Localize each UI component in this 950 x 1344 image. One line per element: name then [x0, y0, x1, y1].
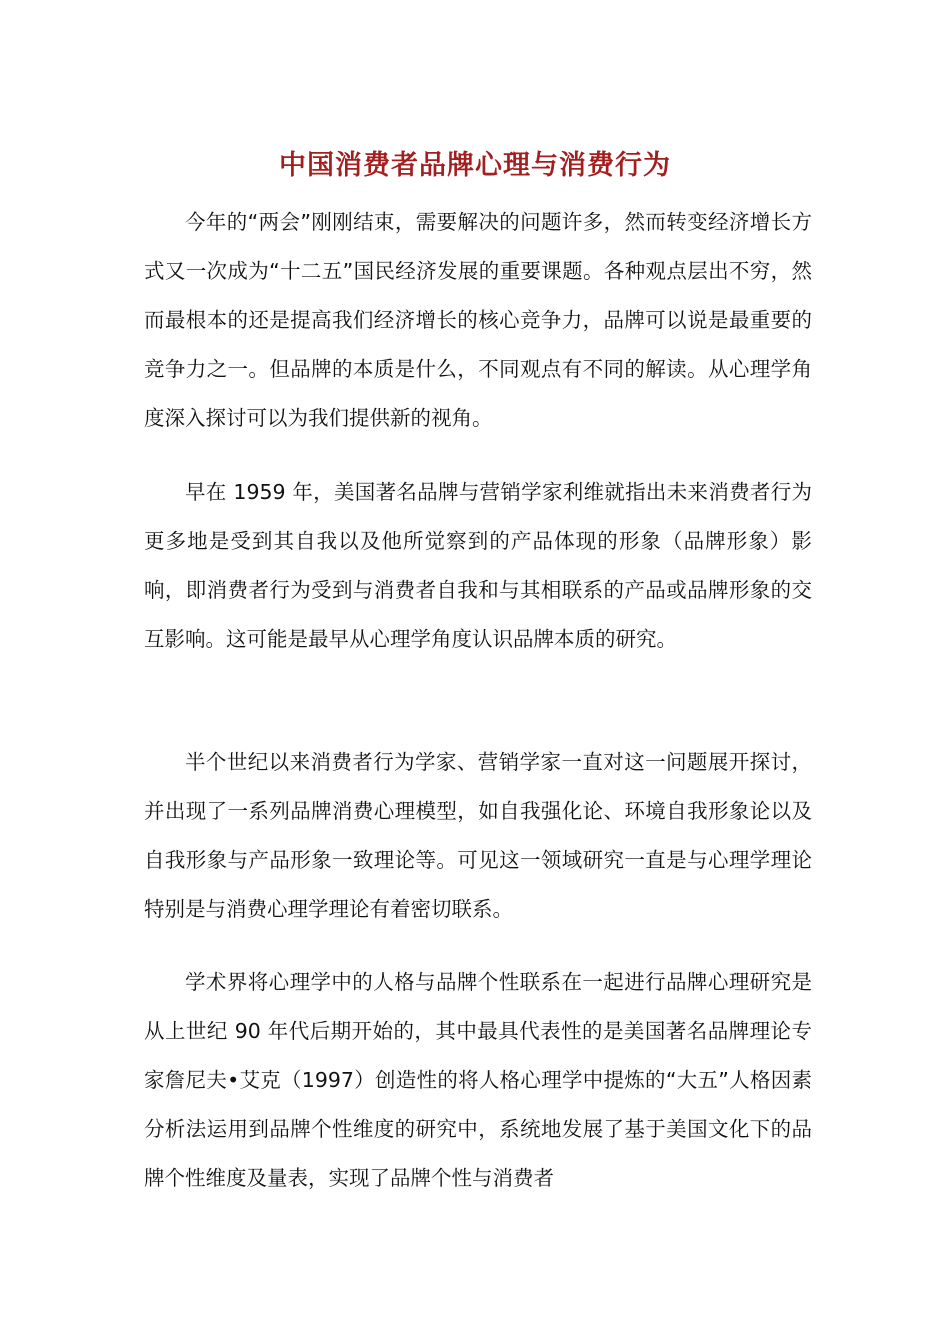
document-title: 中国消费者品牌心理与消费行为 — [279, 150, 671, 182]
paragraph-2: 早在 1959 年，美国著名品牌与营销学家利维就指出未来消费者行为更多地是受到其自我以及他所觉察到的产品体现的形象（品牌形象）影响，即消费者行为受到与消费者自我和与其相联系的产品或品牌形象的交互影响。这可能是最早从心理学角度认识品牌本质的研究。 — [144, 480, 812, 651]
paragraph-3: 半个世纪以来消费者行为学家、营销学家一直对这一问题展开探讨，并出现了一系列品牌消费心理模型，如自我强化论、环境自我形象论以及自我形象与产品形象一致理论等。可见这一领域研究一直是与心理学理论特别是与消费心理学理论有着密切联系。 — [144, 750, 812, 921]
paragraph-1: 今年的“两会”刚刚结束，需要解决的问题许多，然而转变经济增长方式又一次成为“十二五”国民经济发展的重要课题。各种观点层出不穷，然而最根本的还是提高我们经济增长的核心竞争力，品牌可以说是最重要的竞争力之一。但品牌的本质是什么，不同观点有不同的解读。从心理学角度深入探讨可以为我们提供新的视角。 — [144, 210, 812, 430]
paragraph-4: 学术界将心理学中的人格与品牌个性联系在一起进行品牌心理研究是从上世纪 90 年代后期开始的，其中最具代表性的是美国著名品牌理论专家詹尼夫•艾克（1997）创造性的将人格心理学中提炼的“大五”人格因素分析法运用到品牌个性维度的研究中，系统地发展了基于美国文化下的品牌个性维度及量表，实现了品牌个性与消费者 — [144, 970, 812, 1190]
